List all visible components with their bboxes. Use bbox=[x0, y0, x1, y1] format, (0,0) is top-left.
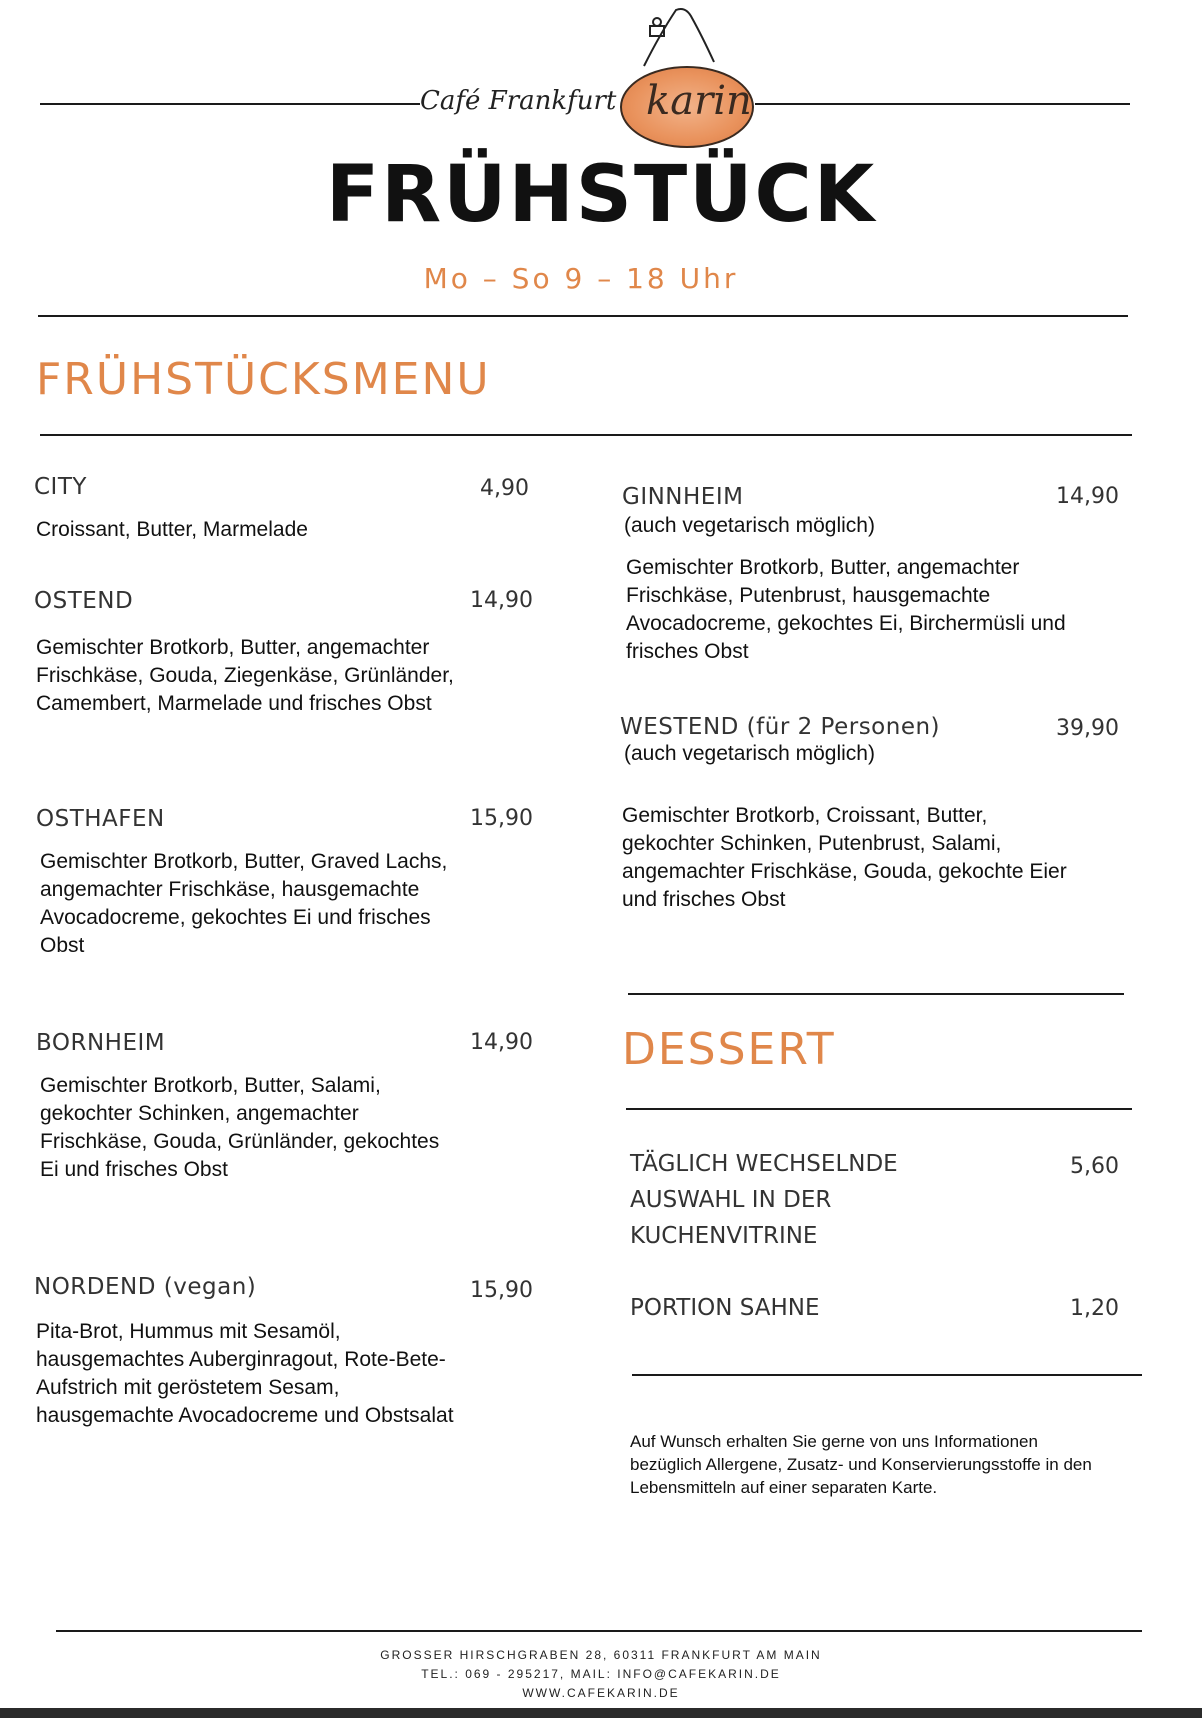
footer-divider bbox=[56, 1630, 1142, 1632]
menu-item-price: 15,90 bbox=[470, 1278, 533, 1303]
menu-item-description: Gemischter Brotkorb, Croissant, Butter, gekochter Schinken, Putenbrust, Salami, angemachter Frischkäse, Gouda, gekochte Eier und frisches Obst bbox=[622, 804, 1067, 911]
menu-item-name: GINNHEIM bbox=[622, 484, 744, 510]
logo-figure-icon bbox=[640, 4, 730, 74]
menu-item-note: (auch vegetarisch möglich) bbox=[624, 514, 875, 537]
allergen-footnote: Auf Wunsch erhalten Sie gerne von uns Informationen bezüglich Allergene, Zusatz- und Konservierungsstoffe in den Lebensmitteln auf einer separaten Karte. bbox=[630, 1432, 1092, 1497]
opening-hours: Mo – So 9 – 18 Uhr bbox=[423, 262, 739, 295]
page-title: FRÜHSTÜCK bbox=[325, 150, 877, 240]
menu-item-description: Gemischter Brotkorb, Butter, angemachter Frischkäse, Gouda, Ziegenkäse, Grünländer, Camembert, Marmelade und frisches Obst bbox=[36, 636, 454, 715]
menu-item-name: NORDEND (vegan) bbox=[34, 1274, 257, 1300]
dessert-item-price: 5,60 bbox=[1070, 1154, 1119, 1179]
menu-item-name: OSTHAFEN bbox=[36, 806, 165, 832]
breakfast-section-title: FRÜHSTÜCKSMENU bbox=[36, 354, 491, 405]
menu-item-description: Gemischter Brotkorb, Butter, Salami, gekochter Schinken, angemachter Frischkäse, Gouda, Grünländer, gekochtes Ei und frisches Obst bbox=[40, 1074, 440, 1181]
menu-item-name: CITY bbox=[34, 474, 87, 500]
dessert-item-name: TÄGLICH WECHSELNDE AUSWAHL IN DER KUCHENVITRINE bbox=[630, 1151, 898, 1249]
menu-item-price: 14,90 bbox=[470, 588, 533, 613]
menu-item-description: Croissant, Butter, Marmelade bbox=[36, 518, 308, 541]
footer-contact: TEL.: 069 - 295217, MAIL: INFO@CAFEKARIN.DE bbox=[421, 1667, 781, 1681]
dessert-bottom-divider bbox=[632, 1374, 1142, 1376]
menu-item-name: WESTEND (für 2 Personen) bbox=[620, 714, 941, 740]
menu-item-name: BORNHEIM bbox=[36, 1030, 166, 1056]
dessert-section-title: DESSERT bbox=[622, 1024, 836, 1075]
title-divider bbox=[38, 315, 1128, 317]
footer-address: GROSSER HIRSCHGRABEN 28, 60311 FRANKFURT AM MAIN bbox=[380, 1648, 822, 1662]
menu-item-name: OSTEND bbox=[34, 588, 134, 614]
menu-item-price: 4,90 bbox=[480, 476, 529, 501]
menu-item-price: 15,90 bbox=[470, 806, 533, 831]
dessert-item-price: 1,20 bbox=[1070, 1296, 1119, 1321]
breakfast-divider bbox=[40, 434, 1132, 436]
menu-item-price: 14,90 bbox=[1056, 484, 1119, 509]
footer-website[interactable]: WWW.CAFEKARIN.DE bbox=[522, 1686, 680, 1700]
menu-item-description: Pita-Brot, Hummus mit Sesamöl, hausgemachtes Auberginragout, Rote-Bete-Aufstrich mit geröstetem Sesam, hausgemachte Avocadocreme und Obstsalat bbox=[36, 1320, 454, 1427]
menu-item-description: Gemischter Brotkorb, Butter, angemachter Frischkäse, Putenbrust, hausgemachte Avocadocreme, gekochtes Ei, Birchermüsli und frisches Obst bbox=[626, 556, 1066, 663]
logo-name: karin bbox=[646, 78, 752, 124]
header-rule-left bbox=[40, 103, 420, 105]
menu-item-price: 14,90 bbox=[470, 1030, 533, 1055]
dessert-top-divider bbox=[628, 993, 1124, 995]
dessert-item-name: PORTION SAHNE bbox=[630, 1295, 820, 1321]
dessert-divider bbox=[626, 1108, 1132, 1110]
bottom-bar bbox=[0, 1708, 1202, 1718]
menu-item-note: (auch vegetarisch möglich) bbox=[624, 742, 875, 765]
logo-script-text: Café Frankfurt bbox=[420, 86, 617, 116]
menu-item-price: 39,90 bbox=[1056, 716, 1119, 741]
menu-item-description: Gemischter Brotkorb, Butter, Graved Lachs, angemachter Frischkäse, hausgemachte Avocadocreme, gekochtes Ei und frisches Obst bbox=[40, 850, 448, 957]
header-rule-right bbox=[755, 103, 1130, 105]
